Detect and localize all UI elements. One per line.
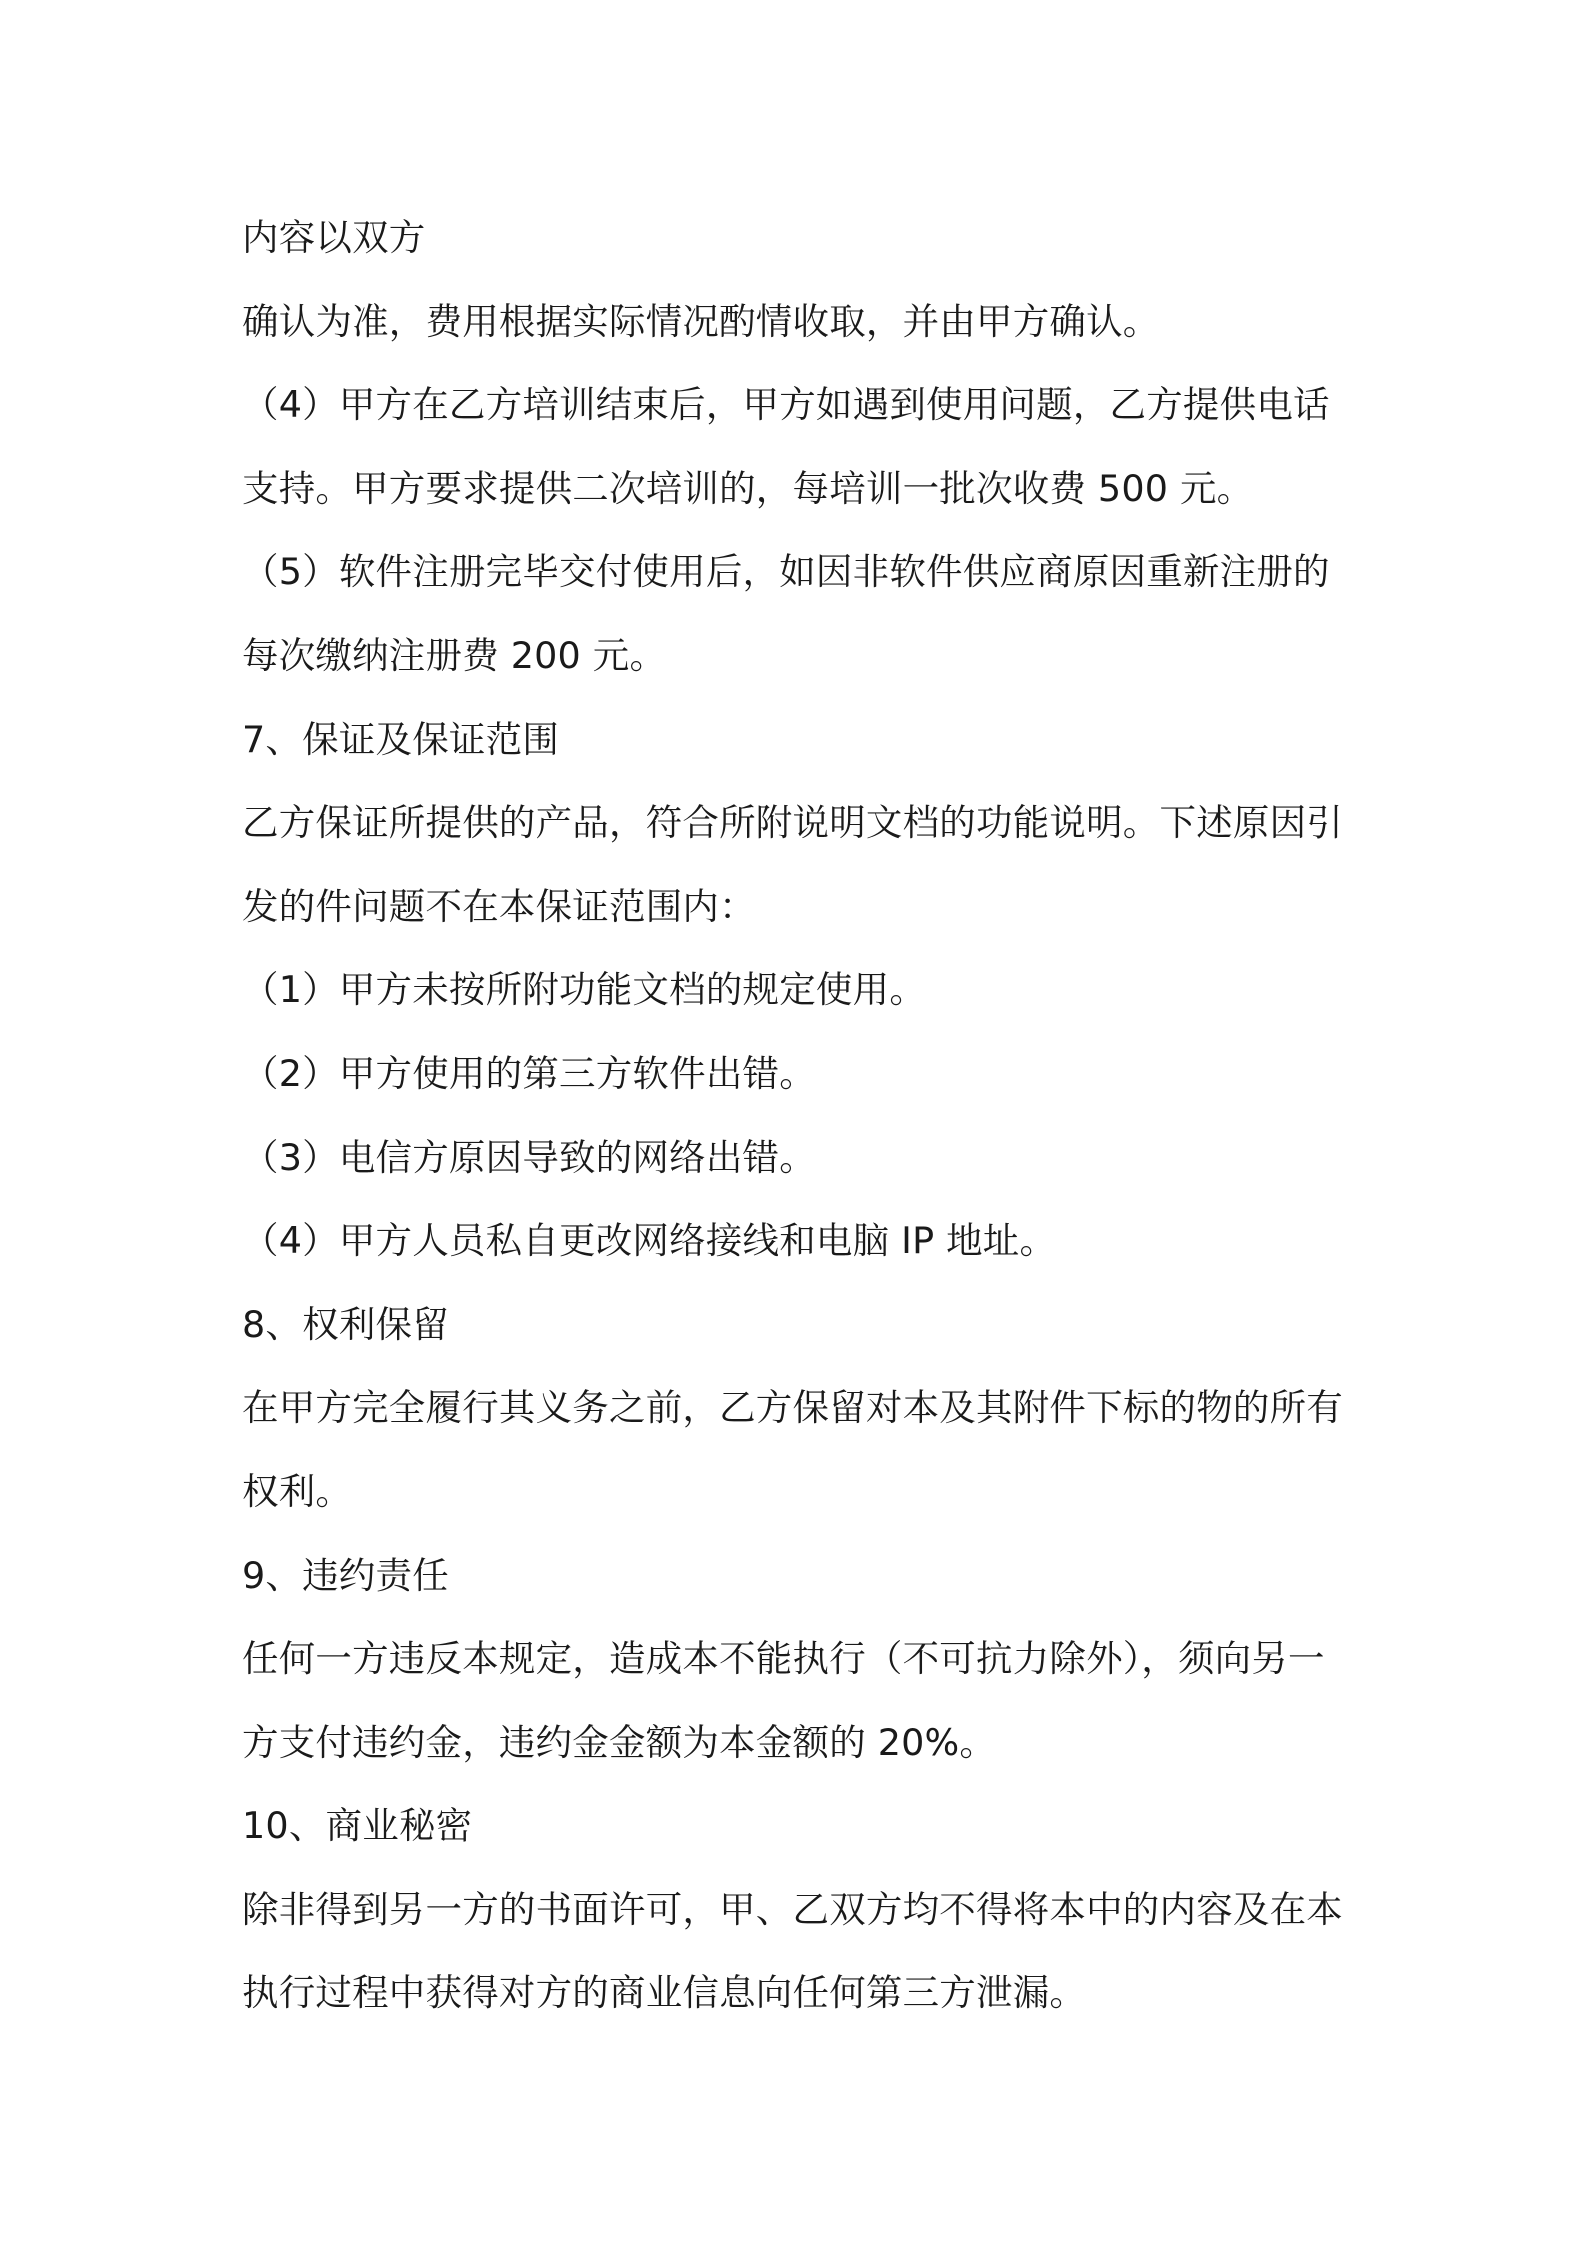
- text-line: 内容以双方: [242, 216, 426, 259]
- text-line: 在甲方完全履行其义务之前，乙方保留对本及其附件下标的物的所有: [242, 1386, 1343, 1430]
- text-line: 确认为准，费用根据实际情况酌情收取，并由甲方确认。: [242, 299, 1160, 343]
- text-line: 发的件问题不在本保证范围内：: [242, 884, 756, 928]
- text-line: 权利。: [242, 1469, 353, 1513]
- section-heading: 7、保证及保证范围: [242, 717, 560, 761]
- list-item: （1）甲方未按所附功能文档的规定使用。: [242, 968, 927, 1012]
- section-heading: 10、商业秘密: [242, 1804, 473, 1848]
- text-line: 支持。甲方要求提供二次培训的，每培训一批次收费 500 元。: [242, 466, 1254, 510]
- section-heading: 8、权利保留: [242, 1302, 449, 1346]
- text-line: 除非得到另一方的书面许可，甲、乙双方均不得将本中的内容及在本: [242, 1887, 1343, 1931]
- text-line: 每次缴纳注册费 200 元。: [242, 633, 667, 677]
- text-line: 乙方保证所提供的产品，符合所附说明文档的功能说明。下述原因引: [242, 801, 1343, 845]
- text-line: 任何一方违反本规定，造成本不能执行（不可抗力除外），须向另一: [242, 1637, 1325, 1681]
- list-item: （4）甲方人员私自更改网络接线和电脑 IP 地址。: [242, 1219, 1057, 1263]
- list-item: （4）甲方在乙方培训结束后，甲方如遇到使用问题，乙方提供电话: [242, 383, 1330, 427]
- list-item: （5）软件注册完毕交付使用后，如因非软件供应商原因重新注册的: [242, 550, 1330, 594]
- document-body: [242, 196, 1362, 2035]
- list-item: （2）甲方使用的第三方软件出错。: [242, 1051, 816, 1095]
- list-item: （3）电信方原因导致的网络出错。: [242, 1135, 816, 1179]
- text-line: 执行过程中获得对方的商业信息向任何第三方泄漏。: [242, 1971, 1087, 2015]
- section-heading: 9、违约责任: [242, 1553, 449, 1597]
- text-line: 方支付违约金，违约金金额为本金额的 20%。: [242, 1720, 997, 1764]
